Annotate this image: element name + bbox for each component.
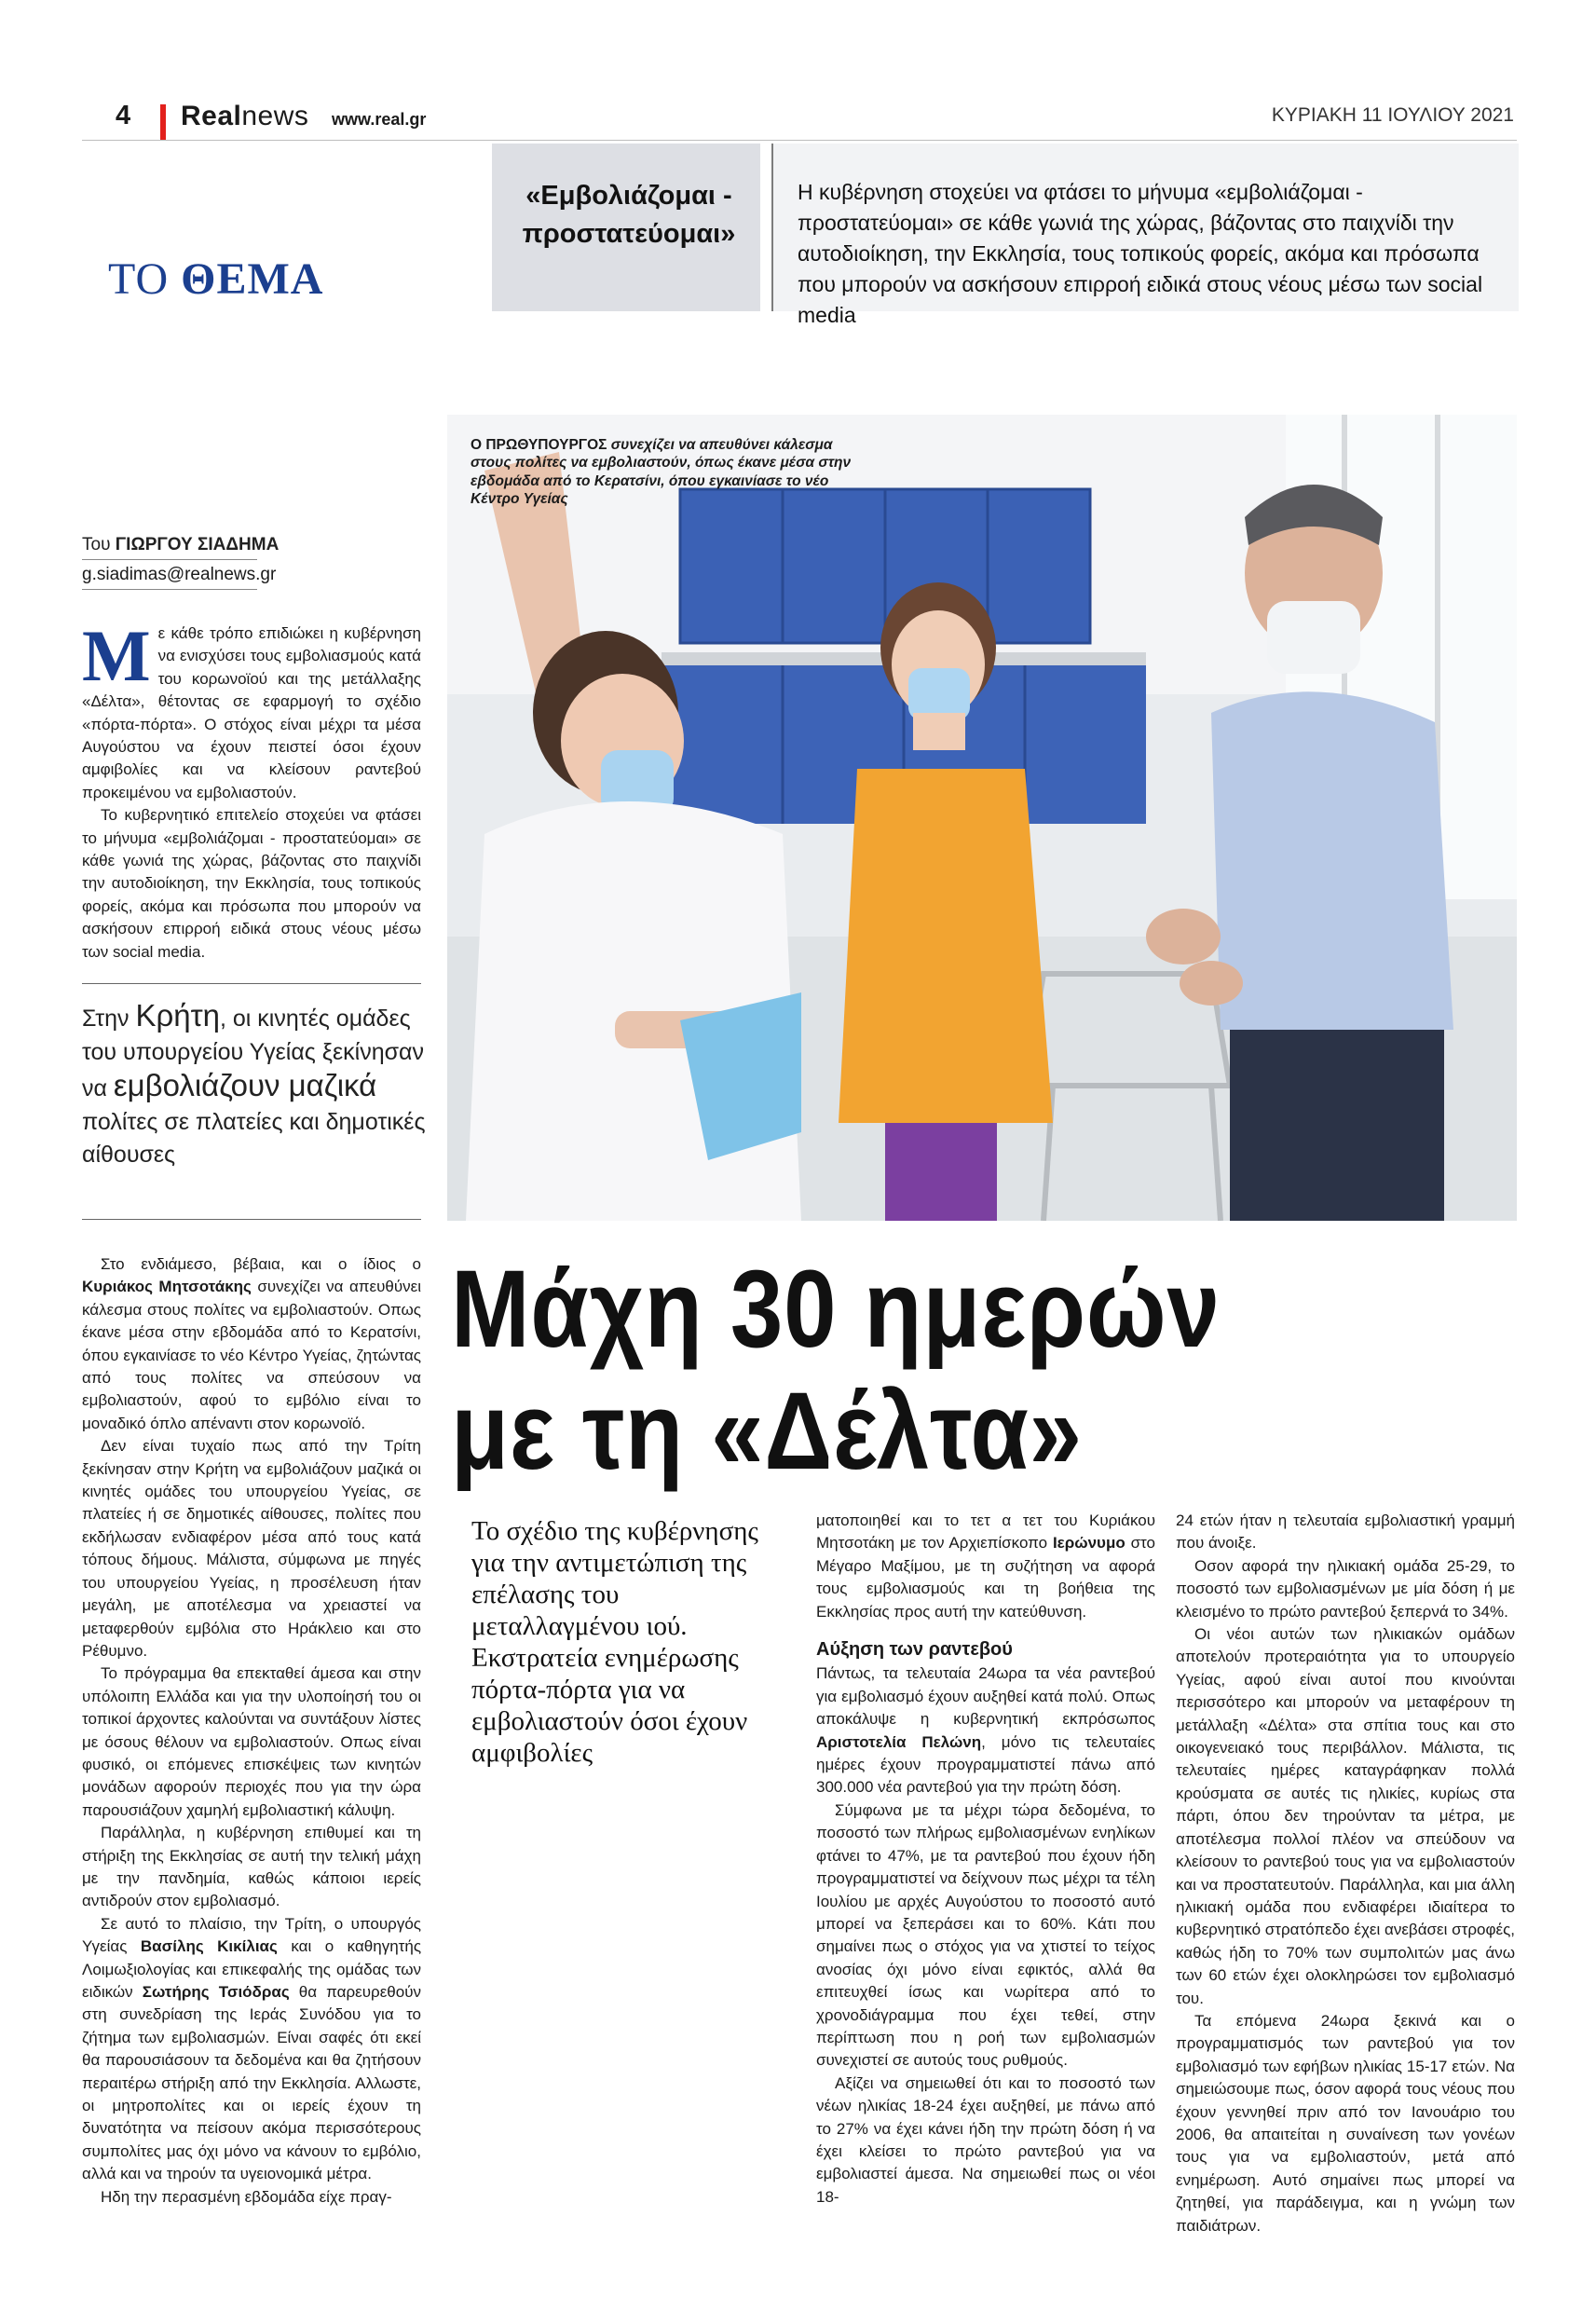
article-column-3 (816, 1510, 1155, 2209)
article-paragraph: Οσον αφορά την ηλικιακή ομάδα 25-29, το ποσοστό των εμβολιασμένων με μία δόση ή με κλεισμένο το πρώτο ραντεβού ξεπερνά το 34%. (1176, 1556, 1515, 1621)
article-subhead: Αύξηση των ραντεβού (816, 1639, 1013, 1661)
article-paragraph: Τα επόμενα 24ωρα ξεκινά και ο προγραμματισμός των ραντεβού για τον εμβολιασμό των εφήβων ηλικίας 15-17 ετών. Να σημειώσουμε πως, όσον αφορά τους νέους που έχουν γεννηθεί πριν από τον Ιανουάριο του 2006, θα απαιτείται η συναίνεση των γονέων τους για να εμβολιαστούν, μετά από ενημέρωση. Αυτό σημαίνει πως μπορεί να ζητηθεί, για παράδειγμα, και η γνώμη των παιδιάτρων. (1176, 2011, 1515, 2235)
article-paragraph: 24 ετών ήταν η τελευταία εμβολιαστική γραμμή που άνοιξε. (1176, 1512, 1515, 1553)
byline-rule (82, 559, 257, 560)
pullquote-rule-top (82, 983, 421, 984)
article-paragraph: Δεν είναι τυχαίο πως από την Τρίτη ξεκίνησαν στην Κρήτη να εμβολιάζουν μαζικά οι κινητές ομάδες του υπουργείου Υγείας, σε πλατείες ή σε δημοτικές αίθουσες, πολίτες που εκδήλωσαν ενδιαφέρον μέσα από τους κατά τόπους δήμους. Μάλιστα, σύμφωνα με πηγές του υπουργείου Υγείας, η προσέλευση ήταν μεγάλη, με αποτέλεσμα να χρειαστεί να μεταφερθούν εμβόλια στο Ηράκλειο και στο Ρέθυμνο. (82, 1437, 421, 1660)
section-tag: ΤΟ ΘΕΜΑ (108, 254, 324, 304)
article-column-1-top (82, 615, 421, 964)
article-paragraph: Με κάθε τρόπο επιδιώκει η κυβέρνηση να ενισχύσει τους εμβολιασμούς κατά του κορωνοϊού και της μετάλλαξης «Δέλτα», θέτοντας σε εφαρμογή το σχέδιο «πόρτα-πόρτα». Ο στόχος είναι μέχρι τα μέσα Αυγούστου να έχουν πειστεί όσοι έχουν αμφιβολίες και να κλείσουν ραντεβού προκειμένου να εμβολιαστούν. (82, 615, 421, 801)
standfirst: Το σχέδιο της κυβέρνησης για την αντιμετώπιση της επέλασης του μεταλλαγμένου ιού. Εκστρατεία ενημέρωσης πόρτα-πόρτα για να εμβολιαστούν όσοι έχουν αμφιβολίες (471, 1516, 758, 1768)
article-photo (447, 415, 1517, 1221)
photo-illustration (447, 415, 1517, 1221)
dropcap: Μ (82, 615, 151, 696)
dek-text: Η κυβέρνηση στοχεύει να φτάσει το μήνυμα «εμβολιάζομαι - προστατεύομαι» σε κάθε γωνιά της χώρας, βάζοντας στο παιχνίδι την αυτοδιοίκηση, την Εκκλησία, τους τοπικούς φορείς, ακόμα και πρόσωπα που μπορούν να ασκήσουν επιρροή ειδικά στους νέους μέσω των social media (798, 180, 1483, 328)
headline (451, 1249, 1368, 1493)
article-paragraph: ματοποιηθεί και το τετ α τετ του Κυριάκου Μητσοτάκη με τον Αρχιεπίσκοπο Ιερώνυμο στο Μέγαρο Μαξίμου, με τη συζήτηση να αφορά τους εμβολιασμούς και τη βοήθεια της Εκκλησίας προς αυτή την κατεύθυνση. (816, 1512, 1155, 1621)
quote-box-text: «Εμβολιάζομαι - προστατεύομαι» (522, 181, 736, 250)
email-rule (82, 589, 257, 590)
brand-logo: Realnews (181, 101, 309, 131)
article-paragraph: Σε αυτό το πλαίσιο, την Τρίτη, ο υπουργός Υγείας Βασίλης Κικίλιας και ο καθηγητής Λοιμωξιολογίας και επικεφαλής της ομάδας των ειδικών Σωτήρης Τσιόδρας θα παρευρεθούν στη συνεδρίαση της Ιεράς Συνόδου για το ζήτημα των εμβολιασμών. Είναι σαφές ότι εκεί θα παρουσιάσουν τα δεδομένα και θα ζητήσουν περαιτέρω στήριξη από την Εκκλησία. Αλλωστε, οι μητροπολίτες και οι ιερείς έχουν τη δυνατότητα να πείσουν ακόμα περισσότερους συμπολίτες μας όχι μόνο να κάνουν το εμβόλιο, αλλά και να τηρούν τα υγειονομικά μέτρα. (82, 1914, 422, 2183)
headline-line-2: με τη «Δέλτα» (451, 1369, 1083, 1493)
photo-caption: Ο ΠΡΩΘΥΠΟΥΡΓΟΣ συνεχίζει να απευθύνει κάλεσμα στους πολίτες να εμβολιαστούν, όπως έκανε μέσα στην εβδομάδα από το Κερατσίνι, όπου εγκαινίασε το νέο Κέντρο Υγείας (471, 437, 852, 508)
article-paragraph: Σύμφωνα με τα μέχρι τώρα δεδομένα, το ποσοστό των πλήρως εμβολιασμένων ενηλίκων φτάνει το 47%, με τα ραντεβού που έχουν ήδη προγραμματιστεί να δείχνουν πως μέχρι τα τέλη Ιουλίου με αρχές Αυγούστου το ποσοστό αυτό μπορεί να ξεπεράσει και το 60%. Κάτι που σημαίνει πως ο στόχος για να χτιστεί το τείχος ανοσίας όχι μόνο είναι εφικτός, αλλά θα επιτευχθεί ίσως και νωρίτερα από το χρονοδιάγραμμα που έχει τεθεί, στην περίπτωση που η ροή των εμβολιασμών συνεχιστεί σε αυτούς τους ρυθμούς. (816, 1800, 1155, 2070)
header-rule (82, 140, 1517, 141)
article-column-4 (1176, 1510, 1515, 2237)
article-paragraph: Το πρόγραμμα θα επεκταθεί άμεσα και στην υπόλοιπη Ελλάδα και για την υλοποίησή του οι τοπικοί άρχοντες καλούνται να συντάξουν λίστες με όσους θέλουν να εμβολιαστούν. Οπως είναι φυσικό, οι επόμενες επισκέψεις των κινητών μονάδων αφορούν περιοχές που για την ώρα παρουσιάζουν χαμηλή εμβολιαστική κάλυψη. (82, 1664, 421, 1819)
header-red-bar (160, 104, 166, 140)
page-number: 4 (116, 101, 131, 130)
article-paragraph: Παράλληλα, η κυβέρνηση επιθυμεί και τη στήριξη της Εκκλησίας σε αυτή την τελική μάχη με την πανδημία, καθώς κάποιοι ιερείς αντιδρούν στον εμβολιασμό. (82, 1824, 421, 1910)
article-paragraph: Πάντως, τα τελευταία 24ωρα τα νέα ραντεβού για εμβολιασμό έχουν αυξηθεί κατά πολύ. Οπως αποκάλυψε η κυβερνητική εκπρόσωπος Αριστοτελία Πελώνη, μόνο τις τελευταίες ημέρες έχουν προγραμματιστεί πάνω από 300.000 νέα ραντεβού για την πρώτη δόση. (816, 1664, 1155, 1797)
article-paragraph: Αξίζει να σημειωθεί ότι και το ποσοστό των νέων ηλικίας 18-24 έχει αυξηθεί, με πάνω από το 27% να έχει κάνει ήδη την πρώτη δόση ή να έχει κλείσει το πρώτο ραντεβού για να εμβολιαστεί άμεσα. Να σημειωθεί πως οι νέοι 18- (816, 2073, 1155, 2206)
pullquote: Στην Κρήτη, οι κινητές ομάδες του υπουργείου Υγείας ξεκίνησαν να εμβολιάζουν μαζικά πολίτες σε πλατείες και δημοτικές αίθουσες (82, 998, 426, 1169)
author-email: g.siadimas@realnews.gr (82, 565, 277, 584)
article-paragraph: Στο ενδιάμεσο, βέβαια, και ο ίδιος ο Κυριάκος Μητσοτάκης συνεχίζει να απευθύνει κάλεσμα στους πολίτες να εμβολιαστούν. Οπως έκανε μέσα στην εβδομάδα από το Κερατσίνι, όπου εγκαινίασε το νέο Κέντρο Υγείας, ζητώντας από τους πολίτες να σπεύσουν να εμβολιαστούν, αφού το εμβόλιο είναι το μοναδικό όπλο απέναντι στον κορωνοϊό. (82, 1255, 421, 1432)
pullquote-rule-bottom (82, 1219, 421, 1220)
headline-line-1: Μάχη 30 ημερών (451, 1248, 1221, 1371)
byline: Του ΓΙΩΡΓΟΥ ΣΙΑΔΗΜΑ (82, 535, 280, 554)
article-paragraph: Ηδη την περασμένη εβδομάδα είχε πραγ- (101, 2187, 392, 2206)
article-column-1-bottom (82, 1253, 421, 2209)
issue-date: ΚΥΡΙΑΚΗ 11 ΙΟΥΛΙΟΥ 2021 (1271, 104, 1514, 126)
brand-url: www.real.gr (332, 110, 427, 129)
article-paragraph: Το κυβερνητικό επιτελείο στοχεύει να φτάσει το μήνυμα «εμβολιάζομαι - προστατεύομαι» σε κάθε γωνιά της χώρας, βάζοντας στο παιχνίδι την αυτοδιοίκηση, την Εκκλησία, τους τοπικούς φορείς, ακόμα και πρόσωπα που μπορούν να ασκήσουν επιρροή ειδικά στους νέους μέσω των social media. (82, 806, 421, 961)
article-paragraph: Οι νέοι αυτών των ηλικιακών ομάδων αποτελούν προτεραιότητα για το υπουργείο Υγείας, αφού είναι αυτοί που κινούνται περισσότερο και μπορούν να μεταφέρουν τη μετάλλαξη «Δέλτα» στα σπίτια τους και στο οικογενειακό τους περιβάλλον. Μάλιστα, τις τελευταίες ημέρες καταγράφηκαν πολλά κρούσματα σε αυτές τις ηλικίες, κυρίως στα πάρτι, όπου δεν τηρούνταν τα μέτρα, με αποτέλεσμα πολλοί πλέον να σπεύδουν να κλείσουν το ραντεβού τους για να εμβολιαστούν και να προστατευτούν. Παράλληλα, και μια άλλη ηλικιακή ομάδα που ενδιαφέρει ιδιαίτερα το κυβερνητικό στρατόπεδο έχει ανεβάσει στροφές, καθώς ήδη το 70% των συμπολιτών μας άνω των 60 ετών έχει ολοκληρώσει τον εμβολιασμό του. (1176, 1625, 1515, 2007)
